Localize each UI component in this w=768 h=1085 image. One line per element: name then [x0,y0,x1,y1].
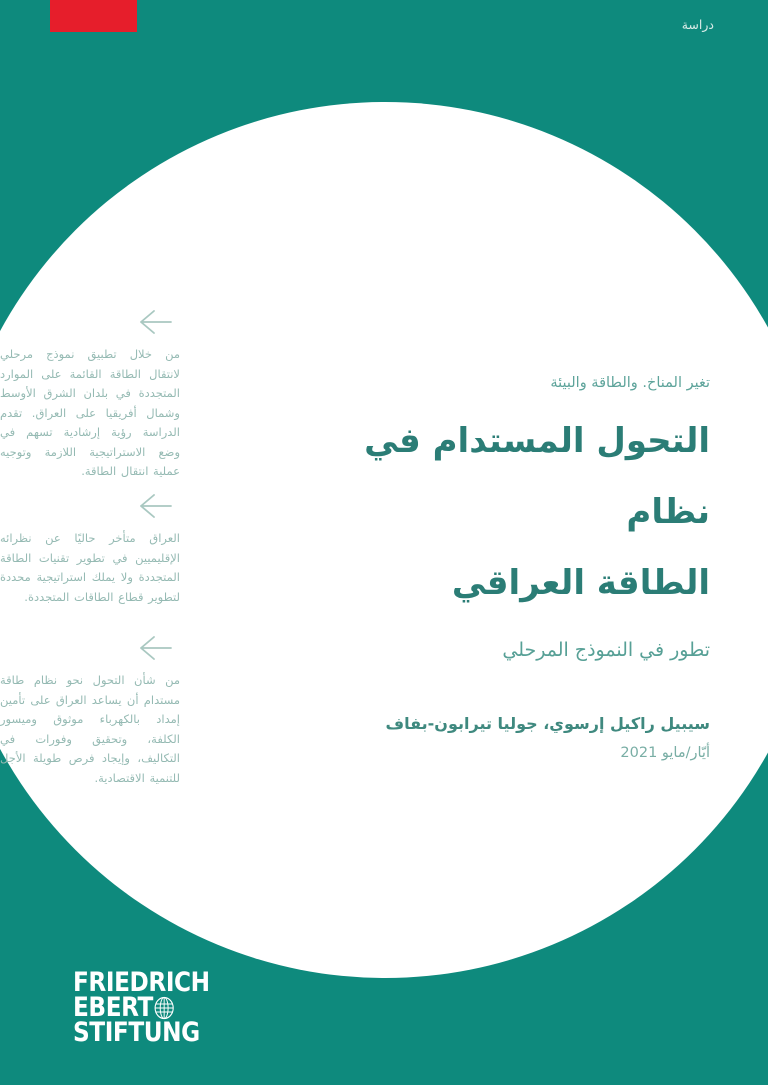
page-title [350,406,710,619]
abstract-block-3 [0,634,180,788]
left-arrow-icon [0,634,180,662]
title-line-2: الطاقة العراقي [451,563,710,603]
title-line-1: التحول المستدام في نظام [364,421,710,532]
document-type-label: دراسة [681,17,714,32]
fes-logo [73,967,210,1048]
publication-date: أيّار/مايو 2021 [620,745,710,761]
left-arrow-icon [0,308,180,336]
topic-eyebrow: تغير المناخ. والطاقة والبيئة [550,375,710,391]
title-block [350,372,710,765]
abstract-block-1 [0,308,180,482]
left-arrow-icon [0,492,180,520]
subtitle: تطور في النموذج المرحلي [502,639,710,661]
logo-line-2-text: EBERT [73,992,153,1023]
globe-icon [154,996,175,1020]
logo-line-3: STIFTUNG [73,1017,200,1048]
red-accent-block [50,0,137,32]
logo-line-1: FRIEDRICH [73,967,210,998]
abstract-paragraph: العراق متأخر حاليًا عن نظرائه الإقليميين في تطوير تقنيات الطاقة المتجددة ولا يملك استراتيجية محددة لتطوير قطاع الطاقات المتجددة. [0,531,180,604]
abstract-paragraph: من خلال تطبيق نموذج مرحلي لانتقال الطاقة القائمة على الموارد المتجددة في بلدان الشرق الأوسط وشمال أفريقيا على العراق. تقدم الدراسة رؤية إرشادية تسهم في وضع الاستراتيجية اللازمة وتوجيه عملية انتقال الطاقة. [0,347,180,479]
authors: سيبيل راكيل إرسوي، جوليا تيرابون-بفاف [385,714,710,733]
abstract-paragraph: من شأن التحول نحو نظام طاقة مستدام أن يساعد العراق على تأمين إمداد بالكهرباء موثوق وميسور الكلفة، وتحقيق وفورات في التكاليف، وإيجاد فرص طويلة الأجل للتنمية الاقتصادية. [0,673,180,785]
abstract-block-2 [0,492,180,607]
